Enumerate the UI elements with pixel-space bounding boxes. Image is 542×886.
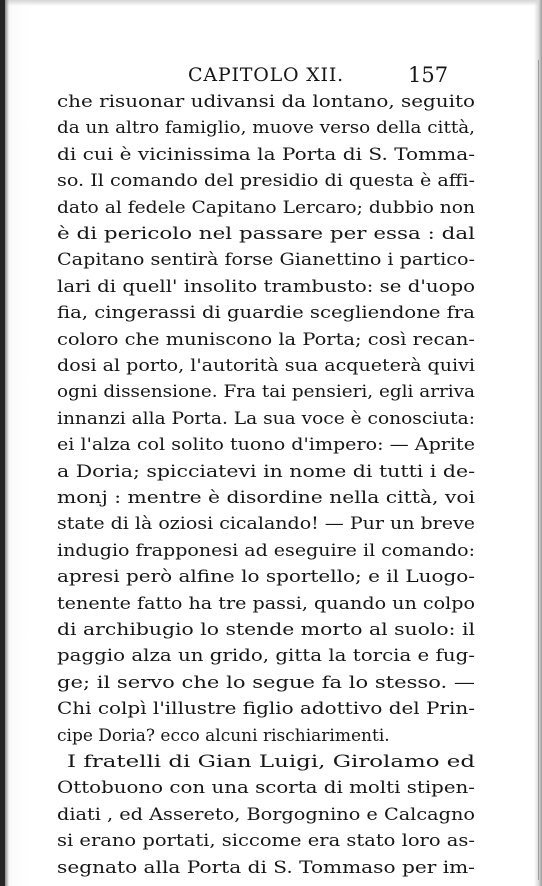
text-line: Ottobuono con una scorta di molti stipen- bbox=[57, 778, 475, 799]
text-line: coloro che muniscono la Porta; così recan- bbox=[57, 329, 475, 350]
text-line: si erano portati, siccome era stato loro as- bbox=[57, 831, 476, 852]
running-head bbox=[0, 64, 542, 94]
text-line: tenente fatto ha tre passi, quando un colpo bbox=[57, 593, 475, 614]
text-line: lari di quell' insolito trambusto: se d'uopo bbox=[57, 276, 475, 297]
text-line: Chi colpì l'illustre figlio adottivo del Prin- bbox=[57, 699, 475, 720]
text-line: di cui è vicinissima la Porta di S. Tomma- bbox=[57, 144, 475, 165]
text-line: di archibugio lo stende morto al suolo: il bbox=[57, 620, 476, 640]
chapter-title: CAPITOLO XII. bbox=[188, 64, 345, 86]
text-line: ogni dissensione. Fra tai pensieri, egli arriva bbox=[57, 382, 476, 403]
text-line: innanzi alla Porta. La sua voce è conosciuta: bbox=[57, 408, 475, 429]
text-line: monj : mentre è disordine nella città, voi bbox=[57, 488, 476, 508]
text-line: a Doria; spicciatevi in nome di tutti i de- bbox=[57, 461, 476, 482]
text-line: Capitano sentirà forse Gianettino i partico- bbox=[57, 250, 476, 271]
text-line: fia, cingerassi di guardie scegliendone fra bbox=[57, 303, 475, 324]
text-line: apresi però alfine lo sportello; e il Luogo- bbox=[57, 567, 476, 588]
text-line: paggio alza un grido, gitta la torcia e fug- bbox=[57, 646, 475, 667]
page-number: 157 bbox=[408, 63, 449, 87]
text-line: è di pericolo nel passare per essa : dal bbox=[57, 224, 475, 244]
page-binding-shadow bbox=[5, 0, 9, 886]
text-line: state di là oziosi cicalando! — Pur un breve bbox=[57, 514, 475, 535]
text-line: ge; il servo che lo segue fa lo stesso. — bbox=[57, 672, 475, 693]
text-line: I fratelli di Gian Luigi, Girolamo ed bbox=[67, 752, 476, 772]
text-line: cipe Doria? ecco alcuni rischiarimenti. bbox=[57, 725, 390, 746]
page-right-edge-line bbox=[538, 60, 539, 880]
text-line: indugio frapponesi ad eseguire il comando: bbox=[57, 540, 476, 561]
text-line: so. Il comando del presidio di questa è affi- bbox=[57, 171, 475, 192]
text-line: segnato alla Porta di S. Tommaso per im- bbox=[57, 857, 475, 878]
text-line: che risuonar udivansi da lontano, seguito bbox=[57, 92, 475, 112]
text-line: ei l'alza col solito tuono d'impero: — Aprite bbox=[57, 435, 476, 456]
text-line: dosi al porto, l'autorità sua acqueterà quivi bbox=[57, 356, 475, 376]
text-line: diati , ed Assereto, Borgognino e Calcagno bbox=[57, 804, 475, 825]
text-line: da un altro famiglio, muove verso della città, bbox=[57, 118, 476, 139]
page-top-shadow bbox=[0, 0, 542, 6]
text-line: dato al fedele Capitano Lercaro; dubbio non bbox=[57, 197, 476, 218]
